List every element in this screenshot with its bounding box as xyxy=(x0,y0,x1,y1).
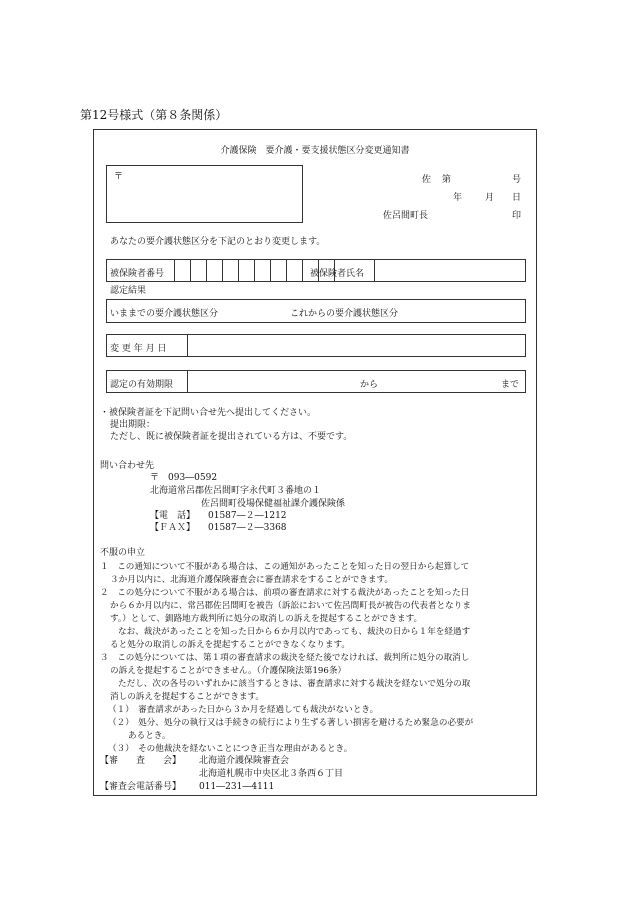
council-phone: 011―231―4111 xyxy=(199,782,275,792)
contact-tel-label: 【電 話】 xyxy=(150,511,196,521)
issue-month: 月 xyxy=(485,193,495,203)
appeal-line: あるとき。 xyxy=(128,731,171,741)
issue-go: 号 xyxy=(512,175,522,185)
change-date-row xyxy=(106,334,526,357)
council-address: 北海道札幌市中央区北３条西６丁目 xyxy=(199,769,344,779)
validity-label: 認定の有効期限 xyxy=(110,380,174,390)
appeal-line: す。）として、釧路地方裁判所に処分の取消しの訴えを提起することができます。 xyxy=(110,614,423,624)
issue-year: 年 xyxy=(453,193,463,203)
council-phone-label: 【審査会電話番号】 xyxy=(100,782,182,792)
postal-mark: 〒 xyxy=(114,172,124,182)
issue-day: 日 xyxy=(512,193,522,203)
certification-result-label: 認定結果 xyxy=(110,286,147,296)
form-number-label: 第12号様式（第８条関係） xyxy=(80,108,228,122)
contact-address: 北海道常呂郡佐呂間町字永代町３番地の１ xyxy=(150,486,322,496)
appeal-line: （３） その他裁決を経ないことにつき正当な理由があるとき。 xyxy=(108,744,353,754)
seal-mark: 印 xyxy=(512,211,522,221)
contact-heading: 問い合わせ先 xyxy=(100,461,155,471)
intro-text: あなたの要介護状態区分を下記のとおり変更します。 xyxy=(110,237,326,247)
contact-dept: 佐呂間町役場保健福祉課介護保険係 xyxy=(201,499,346,509)
appeal-line: １ この通知について不服がある場合は、この通知があったことを知った日の翌日から起算して xyxy=(100,562,470,572)
appeal-line: ２ この処分について不服がある場合は、前項の審査請求に対する裁決があったことを知った日 xyxy=(100,588,470,598)
new-status-label: これからの要介護状態区分 xyxy=(290,309,399,319)
prev-status-label: いままでの要介護状態区分 xyxy=(110,309,219,319)
validity-to: まで xyxy=(501,380,520,390)
validity-row xyxy=(106,370,526,393)
insured-name-label: 被保険者氏名 xyxy=(310,269,365,279)
insured-row xyxy=(106,259,526,282)
contact-fax-label: 【ＦＡＸ】 xyxy=(150,523,196,533)
council-label: 【審 査 会】 xyxy=(100,756,182,766)
appeal-heading: 不服の申立 xyxy=(100,548,146,558)
appeal-line: ると処分の取消しの訴えを提起することができなくなります。 xyxy=(110,640,350,650)
contact-tel: 01587―２―1212 xyxy=(208,511,287,521)
appeal-line: から６か月以内に、常呂郡佐呂間町を被告（訴訟において佐呂間町長が被告の代表者となりま xyxy=(110,601,471,611)
appeal-line: ただし、次の各号のいずれかに該当するときは、審査請求に対する裁決を経ないで処分の取 xyxy=(118,679,471,689)
contact-fax: 01587―２―3368 xyxy=(208,523,287,533)
notice-line-3: ただし、既に被保険者証を提出されている方は、不要です。 xyxy=(110,432,353,442)
appeal-line: の訴えを提起することができません。（介護保険法第196条） xyxy=(110,666,347,676)
status-row xyxy=(106,299,526,323)
appeal-line: ３ この処分については、第１項の審査請求の裁決を経た後でなければ、裁判所に処分の取消し xyxy=(100,653,470,663)
contact-postal: 〒 093―0592 xyxy=(150,473,218,483)
issue-dai: 第 xyxy=(442,175,452,185)
validity-from: から xyxy=(360,380,379,390)
appeal-line: なお、裁決があったことを知った日から６か月以内であっても、裁決の日から１年を経過す xyxy=(118,627,471,637)
appeal-line: （１） 審査請求があった日から３か月を経過しても裁決がないとき。 xyxy=(108,705,379,715)
change-date-label: 変 更 年 月 日 xyxy=(110,344,167,354)
appeal-line: 消しの訴えを提起することができます。 xyxy=(110,692,265,702)
issuer-mayor: 佐呂間町長 xyxy=(383,211,429,221)
council-name: 北海道介護保険審査会 xyxy=(199,756,290,766)
recipient-address-box xyxy=(106,165,303,223)
document-title: 介護保険 要介護・要支援状態区分変更通知書 xyxy=(220,146,410,156)
notice-line-1: ・被保険者証を下記問い合せ先へ提出してください。 xyxy=(100,408,317,418)
insured-number-label: 被保険者番号 xyxy=(110,269,165,279)
notice-line-2: 提出期限： xyxy=(110,420,156,430)
appeal-line: （２） 処分、処分の執行又は手続きの続行により生ずる著しい損害を避けるため緊急の必要が xyxy=(108,718,474,728)
issue-sa: 佐 xyxy=(422,175,432,185)
appeal-line: ３か月以内に、北海道介護保険審査会に審査請求をすることができます。 xyxy=(110,575,393,585)
